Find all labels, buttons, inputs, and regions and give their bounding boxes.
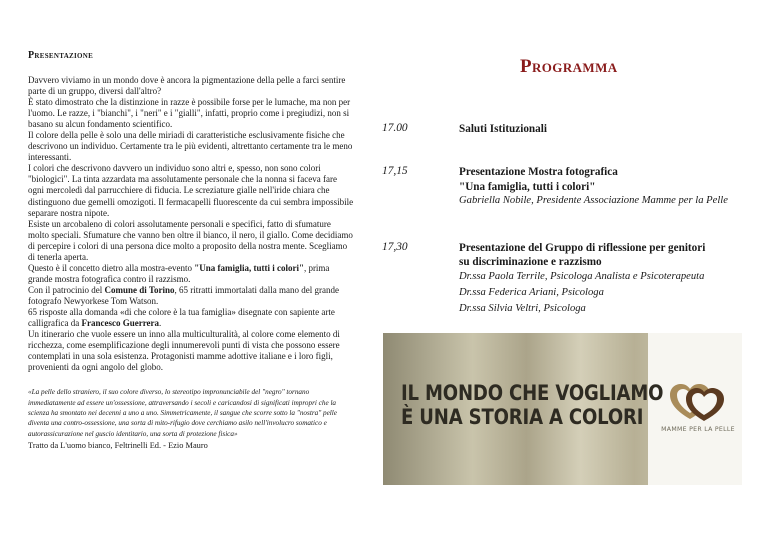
paragraph — [28, 285, 354, 307]
presentazione-section — [28, 50, 354, 451]
paragraph: È stato dimostrato che la distinzione in razze è possibile forse per le lumache, ma non per l'uomo. Le razze, i "bianchi", i "neri" e i "gialli", infatti, proprio come i pregiudizi, non si basano su alcun fondamento scientifico. — [28, 97, 351, 130]
section-heading: Presentazione — [28, 50, 94, 61]
speaker: Gabriella Nobile, Presidente Associazione Mamme per la Pelle — [459, 195, 728, 206]
quote-source: Tratto da L'uomo bianco, Feltrinelli Ed. - Ezio Mauro — [28, 441, 208, 451]
two-hearts-logo-icon — [668, 383, 726, 423]
quote: «La pelle dello straniero, il suo colore diverso, lo stereotipo impronunciabile del "negro" tornano immediatamente ad essere un'ossessione, attraversando i secoli e caricandosi di significati impropri che la scienza ha smontato nei decenni a uno a uno. Simmetricamente, il sangue che scorre sotto la "nostra" pelle diventa una contro-ossessione, una sorta di mito-rifugio dove cerchiamo asilo nell'involucro somatico e autorassicurazione nel guscio identitario, una sorta di protezione fisica» — [28, 388, 337, 438]
schedule-title: Presentazione Mostra fotografica — [459, 166, 618, 178]
schedule-time: 17,15 — [382, 165, 408, 177]
banner-line-1: IL MONDO CHE VOGLIAMO — [401, 381, 664, 405]
schedule-subtitle: su discriminazione e razzismo — [459, 256, 602, 268]
paragraph: Il colore della pelle è solo una delle miriadi di caratteristiche esclusivamente fisiche che descrivono un individuo. Certamente tra le più evidenti, altrettanto certamente tra le meno interessanti. — [28, 130, 353, 163]
speaker: Dr.ssa Silvia Veltri, Psicologa — [459, 303, 586, 314]
text-run: 65 risposte alla domanda «di che colore è la tua famiglia» disegnate con sapiente arte calligrafica da — [28, 306, 335, 329]
schedule-title: Presentazione del Gruppo di riflessione per genitori — [459, 242, 706, 254]
exhibition-name: "Una famiglia, tutti i colori" — [194, 262, 304, 273]
paragraph — [28, 263, 354, 285]
banner-line-2: È UNA STORIA A COLORI — [401, 405, 644, 429]
paragraph — [28, 307, 354, 329]
campaign-banner — [383, 333, 742, 485]
text-run: Questo è il concetto dietro alla mostra-evento — [28, 262, 195, 273]
schedule-subtitle: "Una famiglia, tutti i colori" — [459, 181, 596, 193]
paragraph: Un itinerario che vuole essere un inno alla multiculturalità, al colore come elemento di ricchezza, come esemplificazione degli innumerevoli punti di vista che possono essere contemplati in una sola esistenza. Protagonisti mamme adottive italiane e i loro figli, provenienti da ogni angolo del globo. — [28, 329, 340, 373]
text-run: . — [159, 318, 162, 329]
schedule-title: Saluti Istituzionali — [459, 123, 547, 135]
speaker: Dr.ssa Federica Ariani, Psicologa — [459, 287, 604, 298]
programma-title: Programma — [520, 56, 618, 77]
calligrapher-name: Francesco Guerrera — [81, 318, 160, 329]
speaker: Dr.ssa Paola Terrile, Psicologa Analista e Psicoterapeuta — [459, 271, 705, 282]
text-run: Con il patrocinio del — [28, 284, 105, 295]
text-run: , 65 ritratti immortalati dalla mano del grande fotografo Newyorkese Tom Watson. — [28, 284, 339, 306]
paragraph: Davvero viviamo in un mondo dove è ancora la pigmentazione della pelle a farci sentire parte di un gruppo, diversi dall'altro? — [28, 75, 346, 97]
text-run: , prima grande mostra fotografica contro il razzismo. — [28, 262, 330, 284]
paragraph: I colori che descrivono davvero un individuo sono altri e, spesso, non sono colori "biologici". La tinta azzardata ma assolutamente personale che la nonna si faceva fare ogni mercoledì dal parrucchiere di fiducia. Le screziature gialle nell'iride chiara che distinguono due gemelli omozigoti. Il fermacapelli fluorescente da cui sembra impossibile separare nostra nipote. — [28, 163, 354, 218]
schedule-time: 17,30 — [382, 241, 408, 253]
logo-text: MAMME PER LA PELLE — [661, 426, 735, 433]
paragraph: Esiste un arcobaleno di colori assolutamente personali e specifici, fatto di sfumature molto speciali. Sfumature che vanno ben oltre il bianco, il nero, il giallo. Come decidiamo di percepire i colori di una persona dice molto a proposito della nostra mente. Scegliamo di tenerla aperta. — [28, 218, 353, 262]
patron-name: Comune di Torino — [104, 284, 175, 295]
schedule-time: 17.00 — [382, 122, 408, 134]
